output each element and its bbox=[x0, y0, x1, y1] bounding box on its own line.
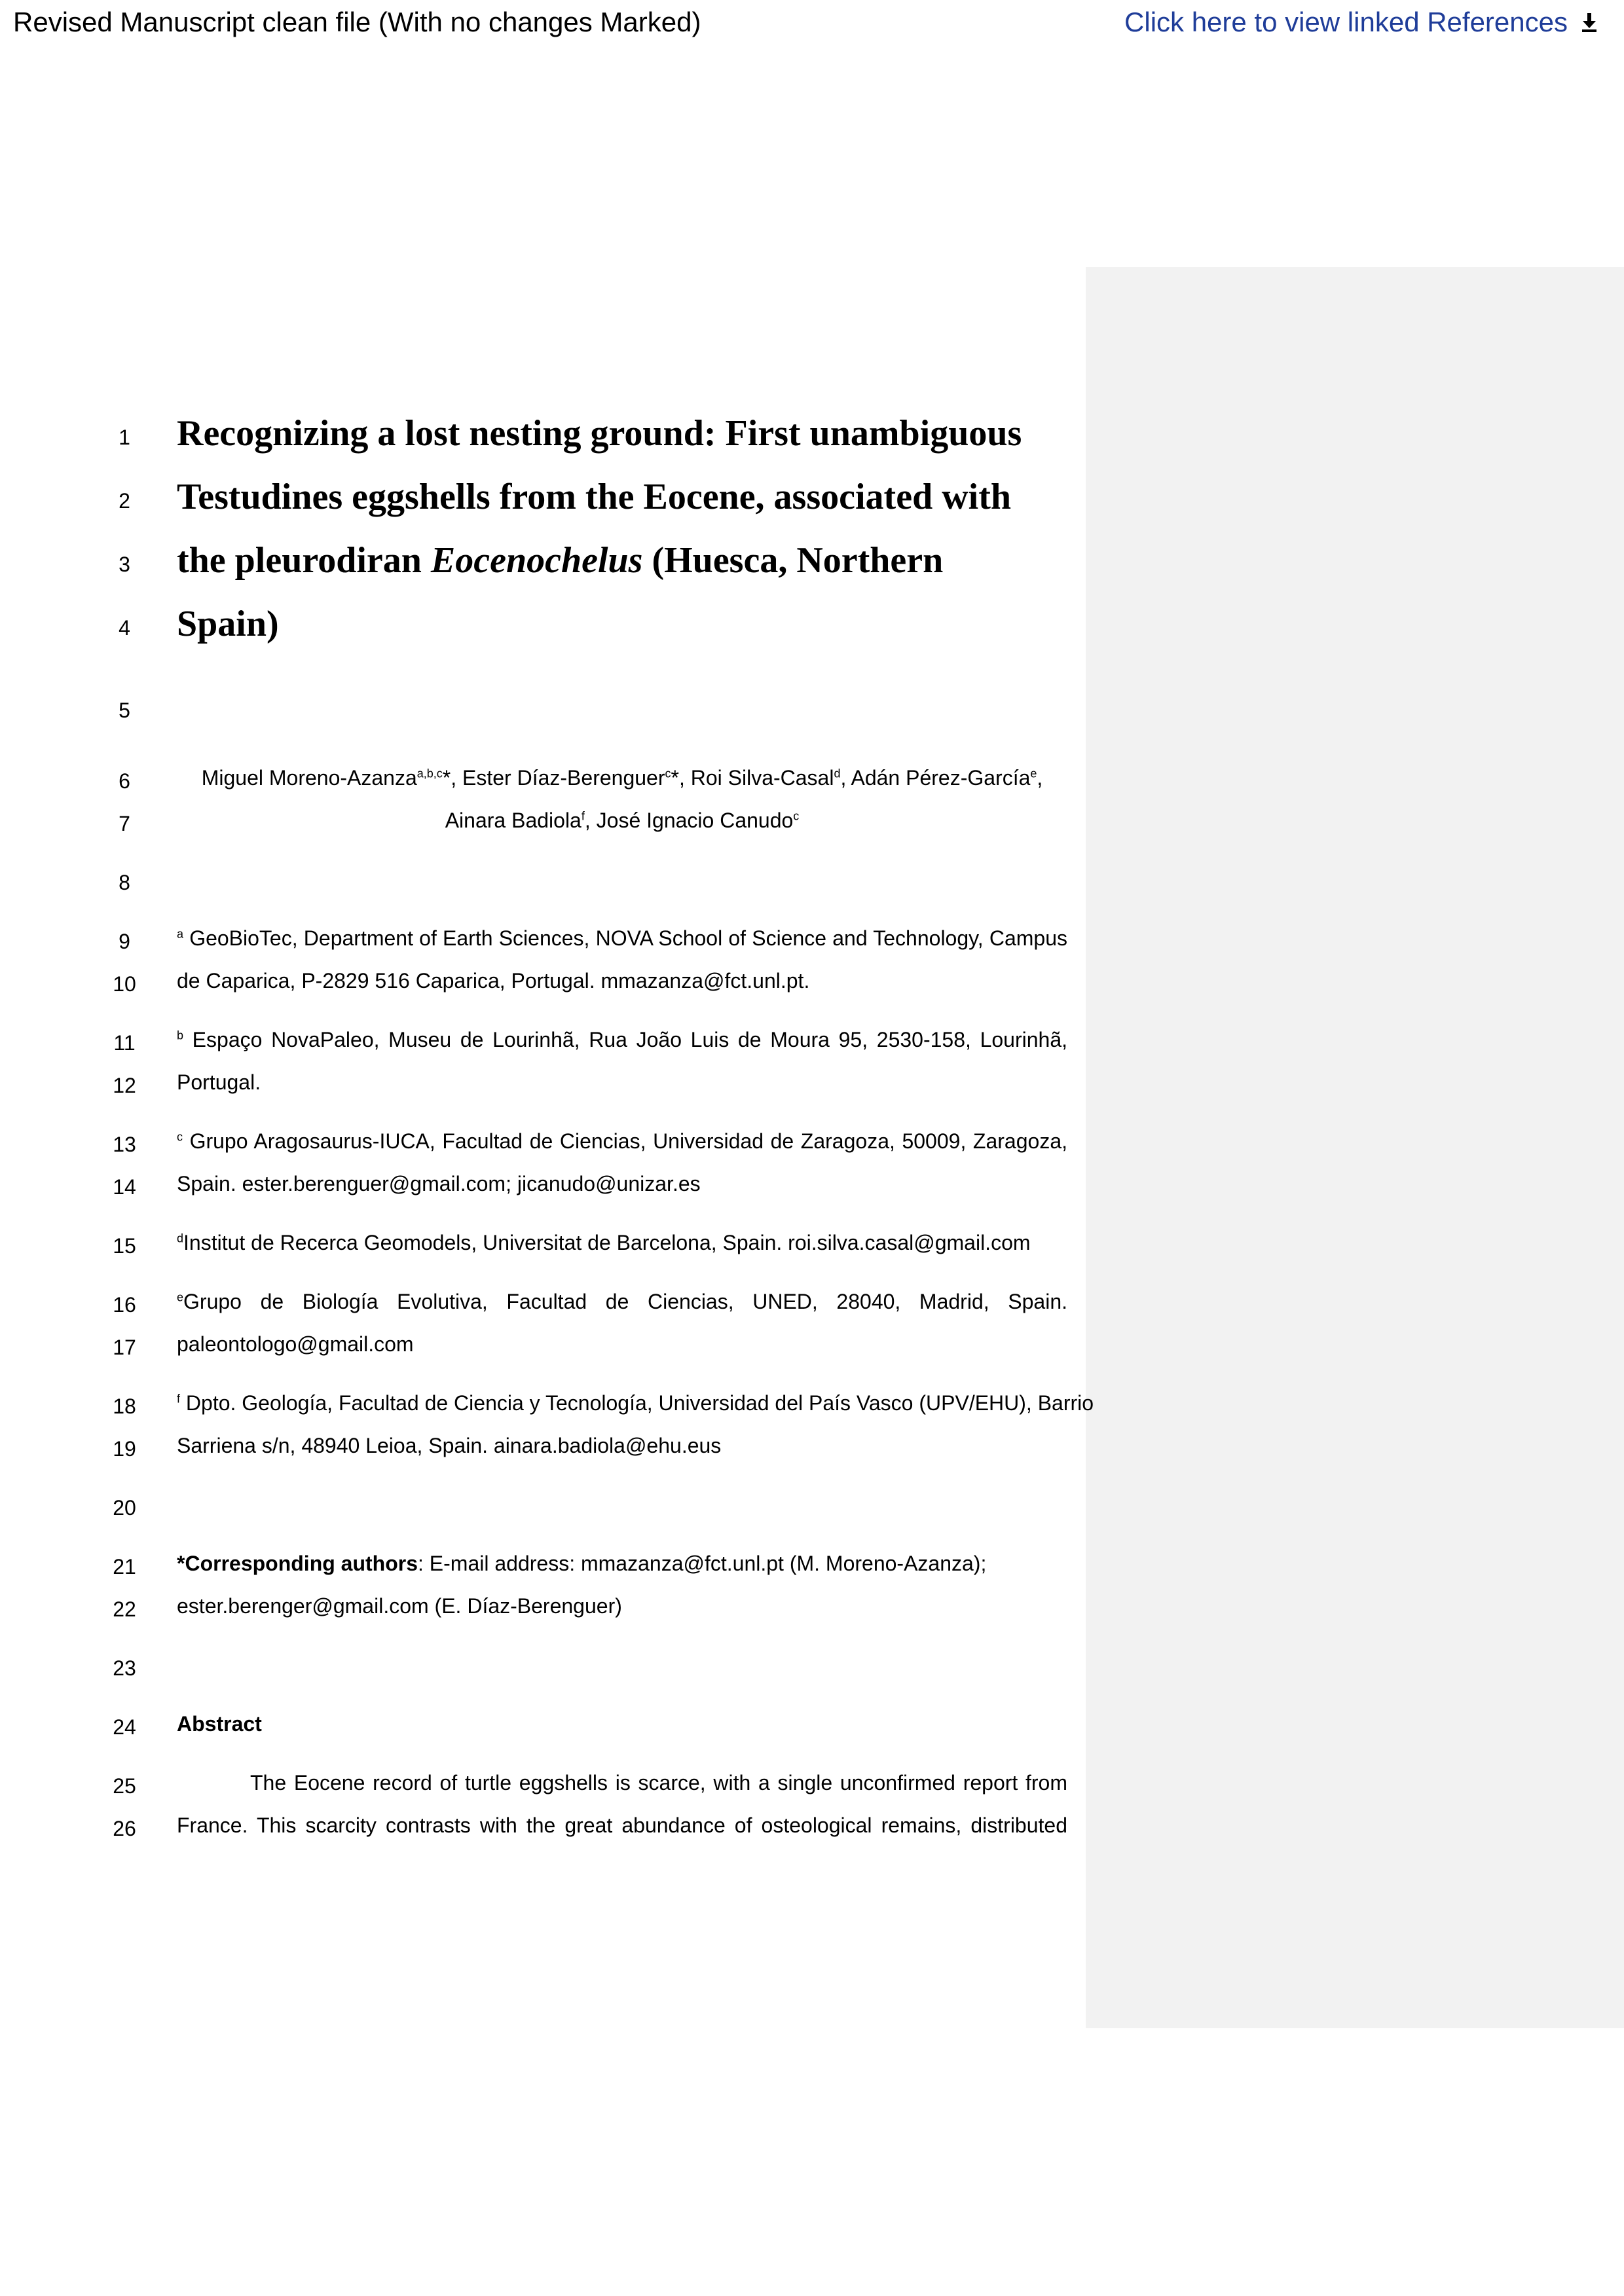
title-text: (Huesca, Northern bbox=[642, 540, 944, 581]
abstract-text: France. This scarcity contrasts with the great abundance of osteological remains, distributed bbox=[177, 1813, 1067, 1837]
corresponding-label: *Corresponding authors bbox=[177, 1552, 418, 1575]
line-number: 13 bbox=[113, 1133, 136, 1156]
affiliation-mark: f bbox=[177, 1392, 181, 1406]
line-number: 22 bbox=[113, 1597, 136, 1621]
affiliation-mark: e bbox=[177, 1290, 184, 1304]
author-name: Adán Pérez-García bbox=[851, 766, 1031, 790]
affiliation-a-cont: de Caparica, P-2829 516 Caparica, Portugal. mmazanza@fct.unl.pt. bbox=[177, 969, 810, 993]
author-name: José Ignacio Canudo bbox=[596, 809, 794, 832]
author-list-line bbox=[177, 809, 1067, 833]
paper-title-line: Spain) bbox=[177, 604, 279, 644]
affiliation-text: Grupo Aragosaurus-IUCA, Facultad de Ciencias, Universidad de Zaragoza, 50009, Zaragoza, bbox=[183, 1129, 1067, 1153]
affiliation-b-cont: Portugal. bbox=[177, 1070, 261, 1094]
affiliation-mark: d bbox=[177, 1231, 184, 1245]
author-affiliation-mark: d bbox=[834, 767, 841, 780]
comment-margin-panel bbox=[1086, 267, 1624, 2028]
author-name: Miguel Moreno-Azanza bbox=[201, 766, 417, 790]
line-number: 25 bbox=[113, 1774, 136, 1798]
affiliation-text: Grupo de Biología Evolutiva, Facultad de Ciencias, UNED, 28040, Madrid, Spain. bbox=[183, 1290, 1067, 1313]
affiliation-text: Espaço NovaPaleo, Museu de Lourinhã, Rua João Luis de Moura 95, 2530-158, Lourinhã, bbox=[183, 1028, 1067, 1051]
affiliation-text: Institut de Recerca Geomodels, Universitat de Barcelona, Spain. roi.silva.casal@gmail.com bbox=[183, 1231, 1031, 1254]
paper-title-line: Recognizing a lost nesting ground: First unambiguous bbox=[177, 413, 1022, 454]
line-number: 16 bbox=[113, 1293, 136, 1317]
author-affiliation-mark: c bbox=[793, 809, 800, 823]
line-number: 4 bbox=[119, 616, 130, 640]
affiliation-f-cont: Sarriena s/n, 48940 Leioa, Spain. ainara.badiola@ehu.eus bbox=[177, 1434, 722, 1457]
line-number: 5 bbox=[119, 699, 130, 722]
author-affiliation-mark: a,b,c bbox=[416, 767, 443, 780]
line-number: 6 bbox=[119, 769, 130, 793]
manuscript-status-label: Revised Manuscript clean file (With no changes Marked) bbox=[13, 7, 701, 37]
paper-title-line: Testudines eggshells from the Eocene, associated with bbox=[177, 477, 1011, 517]
author-name: Roi Silva-Casal bbox=[690, 766, 834, 790]
affiliation-mark: b bbox=[177, 1029, 184, 1042]
separator: , bbox=[840, 766, 851, 790]
affiliation-text: Dpto. Geología, Facultad de Ciencia y Tecnología, Universidad del País Vasco (UPV/EHU), Barrio bbox=[180, 1391, 1094, 1415]
line-number: 14 bbox=[113, 1175, 136, 1199]
corresponding-authors-cont: ester.berenger@gmail.com (E. Díaz-Berenguer) bbox=[177, 1594, 622, 1618]
affiliation-a bbox=[177, 926, 1067, 951]
affiliation-e bbox=[177, 1290, 1067, 1314]
separator: , bbox=[1037, 766, 1043, 790]
paper-title-line bbox=[177, 539, 1080, 581]
line-number: 3 bbox=[119, 553, 130, 576]
line-number: 19 bbox=[113, 1437, 136, 1461]
download-icon bbox=[1581, 12, 1598, 33]
line-number: 10 bbox=[113, 972, 136, 996]
author-affiliation-mark: c bbox=[665, 767, 671, 780]
abstract-text: The Eocene record of turtle eggshells is scarce, with a single unconfirmed report from bbox=[250, 1771, 1067, 1795]
abstract-heading-label: Abstract bbox=[177, 1712, 262, 1736]
line-number: 1 bbox=[119, 426, 130, 449]
corresponding-mark: *, bbox=[671, 766, 691, 790]
affiliation-c bbox=[177, 1129, 1067, 1154]
author-affiliation-mark: f bbox=[581, 809, 585, 823]
line-number: 8 bbox=[119, 871, 130, 894]
line-number: 18 bbox=[113, 1394, 136, 1418]
affiliation-e-cont: paleontologo@gmail.com bbox=[177, 1332, 414, 1356]
corresponding-text: : E-mail address: mmazanza@fct.unl.pt (M. Moreno-Azanza); bbox=[418, 1552, 987, 1575]
line-number: 2 bbox=[119, 489, 130, 513]
line-number: 17 bbox=[113, 1336, 136, 1359]
affiliation-f bbox=[177, 1391, 1094, 1415]
genus-name: Eocenochelus bbox=[430, 540, 643, 581]
separator: , bbox=[584, 809, 597, 832]
affiliation-c-cont: Spain. ester.berenguer@gmail.com; jicanudo@unizar.es bbox=[177, 1172, 701, 1195]
affiliation-b bbox=[177, 1028, 1067, 1052]
linked-references-link[interactable] bbox=[1124, 7, 1598, 38]
author-name: Ester Díaz-Berenguer bbox=[462, 766, 665, 790]
line-number: 23 bbox=[113, 1656, 136, 1680]
affiliation-mark: a bbox=[177, 927, 184, 941]
abstract-heading bbox=[177, 1712, 1067, 1736]
affiliation-d bbox=[177, 1231, 1067, 1255]
line-number: 7 bbox=[119, 812, 130, 835]
author-name: Ainara Badiola bbox=[445, 809, 581, 832]
line-number: 11 bbox=[113, 1031, 136, 1055]
title-text: the pleurodiran bbox=[177, 540, 431, 581]
line-number: 20 bbox=[113, 1496, 136, 1520]
line-number: 24 bbox=[113, 1715, 136, 1739]
line-number: 21 bbox=[113, 1555, 136, 1578]
author-list-line bbox=[177, 766, 1067, 790]
corresponding-mark: *, bbox=[442, 766, 463, 790]
linked-references-label: Click here to view linked References bbox=[1124, 7, 1568, 37]
affiliation-text: GeoBioTec, Department of Earth Sciences, NOVA School of Science and Technology, Campus bbox=[183, 926, 1067, 950]
line-number: 12 bbox=[113, 1074, 136, 1097]
line-number: 26 bbox=[113, 1817, 136, 1840]
affiliation-mark: c bbox=[177, 1130, 183, 1144]
line-number: 9 bbox=[119, 930, 130, 953]
line-number: 15 bbox=[113, 1234, 136, 1258]
author-affiliation-mark: e bbox=[1030, 767, 1037, 780]
corresponding-authors bbox=[177, 1552, 1067, 1576]
